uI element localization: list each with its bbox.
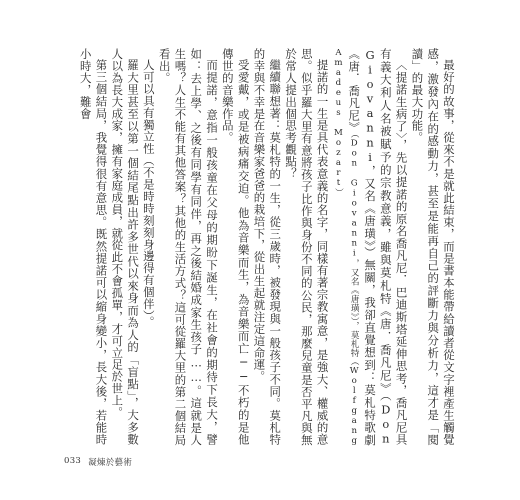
page-number: 033 <box>64 456 82 466</box>
paragraph-6: 受愛戴，或是被病痛交迫。他為音樂而生，為音樂而亡──不朽的是他傳世的音樂作品。 <box>220 48 251 446</box>
paragraph-9: 羅大里甚至以第一個結尾點出許多世代以來身而為人的「盲點」，大多數人以為長大成家，擁有家庭成員，就從此不會孤單，才可立足於世上。 <box>110 48 141 446</box>
running-title: 凝煉於藝術 <box>88 458 133 468</box>
paragraph-4: 提諾的一生是具代表意義的名字，同樣有著宗教寓意，是強大、權威的意思。似乎羅大里有意將孩子比作與身份不同的公民，那麼兒童是否平凡與無於常人提出個思考觀點？ <box>284 48 330 446</box>
paragraph-8: 人可以具有獨立性（不是時時刻刻身邊得有個伴）。 <box>141 59 156 329</box>
paragraph-2: 〈提諾生病了〉，先以提諾的原名喬凡尼．巴迪斯塔延伸思考，喬凡尼具有義大利人名被賦予的宗教意義，雖與莫札特《唐．喬凡尼》（Don Giovanni，又名《唐璜》）無關，我卻直覺想到：莫札特歌劇《唐．喬凡尼》（Don Giovanni，又名《唐璜》），莫札特（Wolfgang Amadeus Mozart） <box>333 48 409 446</box>
paragraph-3: （Don Giovanni，又名《唐璜》），莫札特（Wolfgang Amadeus Mozart） <box>333 48 360 446</box>
paragraph-1: 最好的故事，從來不是就此結束，而是書本能帶給讀者從文字裡產生觸覺感，激發內在的感動力，甚至是能再自己的評斷力與分析力，這才是「閱讀」的最大功能。 <box>410 48 456 446</box>
vertical-body-text <box>78 48 456 446</box>
paragraph-7: 而提諾，意指一般孩童在父母的期盼下誕生，在社會的期待下長大，譬如：去上學、之後有同學有同伴，再之後結婚成家生孩子……。這就是人生嗎？人生不能有其他答案？其他的生活方式？這可從羅大里的第二個結局看出。 <box>157 48 220 446</box>
paragraph-10: 第三個結局，我覺得很有意思。既然提諾可以縮身變小，長大後，若能時小時大，難會 <box>78 48 109 446</box>
page-footer <box>64 456 132 468</box>
paragraph-5: 繼續聯想著：莫札特的一生，從三歲時，被發現與一般孩子不同。莫札特的幸與不幸是在音樂家爸爸的栽培下，從出生起就注定這命運。 <box>252 48 283 446</box>
